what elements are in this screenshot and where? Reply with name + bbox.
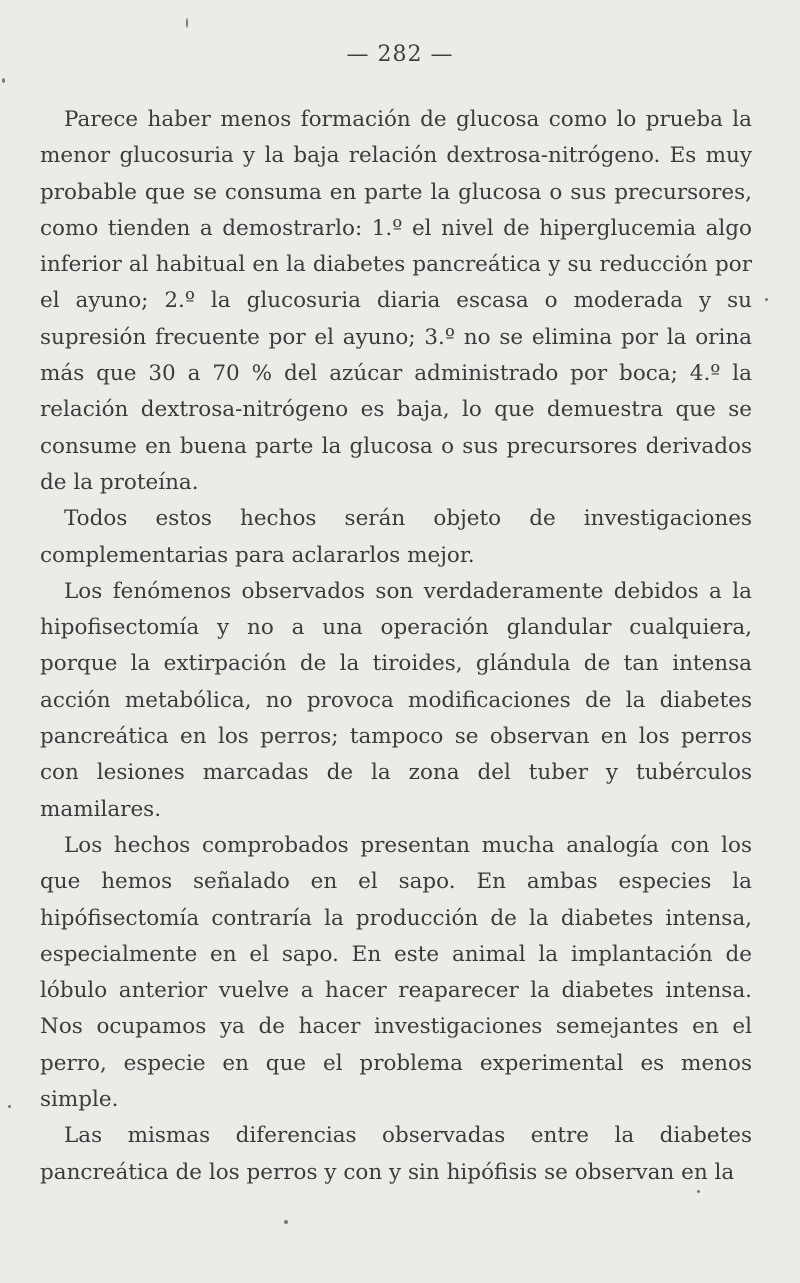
body-text [40, 102, 752, 1191]
paper-speck [186, 18, 188, 28]
paragraph-1: Parece haber menos formación de glucosa como lo prueba la menor glucosuria y la baja relación dextrosa-nitrógeno. Es muy probable que se consuma en parte la glucosa o sus precursores, como tienden a demostrarlo: 1.º el nivel de hiperglucemia algo inferior al habitual en la diabetes pancreática y su reducción por el ayuno; 2.º la glucosuria diaria escasa o moderada y su supresión frecuente por el ayuno; 3.º no se elimina por la orina más que 30 a 70 % del azúcar administrado por boca; 4.º la relación dextrosa-nitrógeno es baja, lo que demuestra que se consume en buena parte la glucosa o sus precursores derivados de la proteína. [40, 107, 752, 495]
paper-speck [284, 1220, 288, 1224]
paper-speck [697, 1190, 700, 1193]
page-number: — 282 — [346, 42, 454, 67]
paragraph-5: Las mismas diferencias observadas entre la diabetes pancreática de los perros y con y sin hipófisis se observan en la [40, 1123, 752, 1185]
paragraph-2: Todos estos hechos serán objeto de investigaciones complementarias para aclararlos mejor. [40, 506, 752, 568]
paper-speck [8, 1105, 11, 1108]
paper-speck [2, 78, 5, 83]
paper-speck [765, 298, 768, 301]
paragraph-4: Los hechos comprobados presentan mucha analogía con los que hemos señalado en el sapo. En ambas especies la hipófisectomía contraría la producción de la diabetes intensa, especialmente en el sapo. En este animal la implantación de lóbulo anterior vuelve a hacer reaparecer la diabetes intensa. Nos ocupamos ya de hacer investigaciones semejantes en el perro, especie en que el problema experimental es menos simple. [40, 832, 752, 1113]
paragraph-3: Los fenómenos observados son verdaderamente debidos a la hipofisectomía y no a una operación glandular cualquiera, porque la extirpación de la tiroides, glándula de tan intensa acción metabólica, no provoca modificaciones de la diabetes pancreática en los perros; tampoco se observan en los perros con lesiones marcadas de la zona del tuber y tubérculos mamilares. [40, 578, 752, 822]
